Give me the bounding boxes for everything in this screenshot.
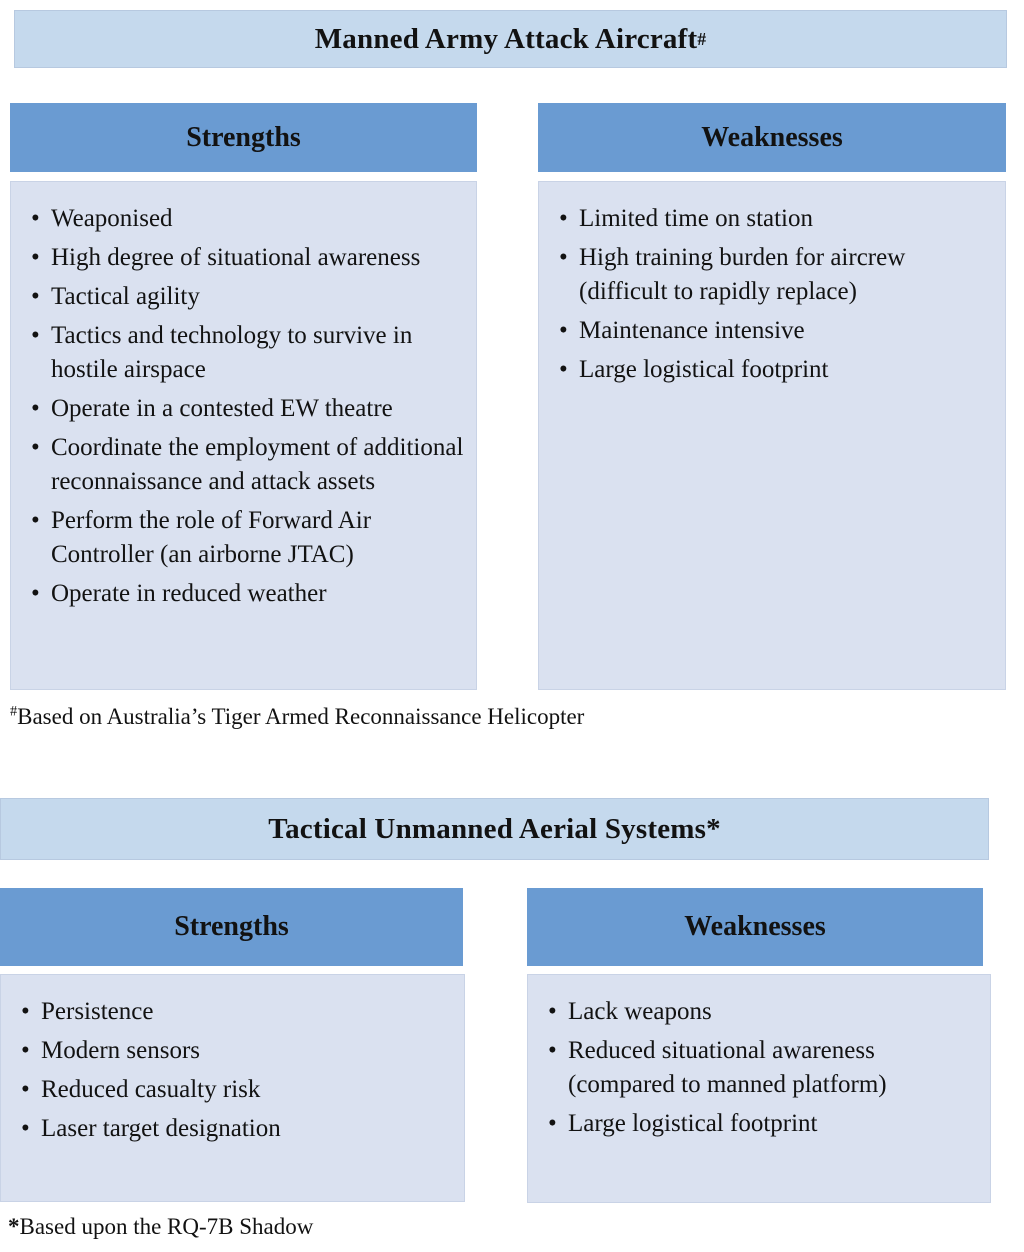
list-item-text: Coordinate the employment of additional reconnaissance and attack assets — [51, 434, 464, 495]
bullet-icon: • — [31, 507, 40, 534]
bullet-icon: • — [559, 356, 568, 383]
list-item — [31, 280, 466, 314]
section2-title-footnote-marker: * — [706, 812, 721, 845]
section1-strengths-header-label: Strengths — [186, 121, 301, 153]
list-item-text: Laser target designation — [41, 1115, 281, 1142]
section2-strengths-panel — [0, 974, 465, 1202]
list-item — [31, 431, 466, 499]
list-item — [548, 995, 980, 1029]
list-item-text: Maintenance intensive — [579, 317, 805, 344]
section2-weaknesses-list — [528, 975, 990, 1141]
list-item-text: Tactical agility — [51, 283, 200, 310]
list-item — [31, 392, 466, 426]
section2-footnote-text: Based upon the RQ-7B Shadow — [19, 1214, 314, 1239]
list-item-text: Operate in a contested EW theatre — [51, 395, 393, 422]
list-item — [31, 241, 466, 275]
section1-strengths-panel — [10, 181, 477, 690]
section2-footnote-marker: * — [8, 1214, 20, 1239]
section2-footnote — [8, 1212, 313, 1242]
list-item — [559, 241, 995, 309]
list-item-text: High degree of situational awareness — [51, 244, 421, 271]
bullet-icon: • — [31, 244, 40, 271]
bullet-icon: • — [548, 998, 557, 1025]
section2-weaknesses-panel — [527, 974, 991, 1203]
bullet-icon: • — [31, 205, 40, 232]
list-item — [548, 1034, 980, 1102]
list-item — [21, 1112, 454, 1146]
bullet-icon: • — [548, 1037, 557, 1064]
list-item — [31, 319, 466, 387]
list-item-text: Operate in reduced weather — [51, 580, 327, 607]
section1-footnote — [10, 702, 584, 732]
bullet-icon: • — [21, 998, 30, 1025]
list-item-text: Large logistical footprint — [579, 356, 829, 383]
section1-strengths-header — [10, 103, 477, 172]
section2-strengths-header — [0, 888, 463, 966]
list-item-text: Perform the role of Forward Air Controller (an airborne JTAC) — [51, 507, 372, 568]
section1-title: Manned Army Attack Aircraft — [314, 22, 698, 55]
list-item-text: Lack weapons — [568, 998, 712, 1025]
list-item-text: Reduced situational awareness (compared to manned platform) — [568, 1037, 887, 1098]
bullet-icon: • — [31, 283, 40, 310]
section2-weaknesses-header — [527, 888, 983, 966]
section2-strengths-header-label: Strengths — [174, 911, 289, 942]
list-item-text: Limited time on station — [579, 205, 813, 232]
list-item — [548, 1107, 980, 1141]
section1-weaknesses-list — [539, 182, 1005, 387]
list-item-text: Large logistical footprint — [568, 1110, 818, 1137]
bullet-icon: • — [31, 395, 40, 422]
section1-weaknesses-panel — [538, 181, 1006, 690]
list-item-text: High training burden for aircrew (difficult to rapidly replace) — [579, 244, 906, 305]
bullet-icon: • — [31, 434, 40, 461]
bullet-icon: • — [559, 205, 568, 232]
section2-strengths-list — [1, 975, 464, 1146]
section1-weaknesses-header — [538, 103, 1006, 172]
section2-title: Tactical Unmanned Aerial Systems — [268, 812, 707, 845]
list-item-text: Weaponised — [51, 205, 173, 232]
list-item — [21, 1034, 454, 1068]
bullet-icon: • — [548, 1110, 557, 1137]
list-item — [559, 353, 995, 387]
section1-weaknesses-header-label: Weaknesses — [701, 121, 843, 153]
section1-title-banner: Manned Army Attack Aircraft # — [14, 10, 1007, 68]
list-item-text: Modern sensors — [41, 1037, 201, 1064]
list-item — [31, 577, 466, 611]
bullet-icon: • — [21, 1115, 30, 1142]
bullet-icon: • — [21, 1037, 30, 1064]
section1-footnote-marker: # — [10, 703, 18, 720]
section1-footnote-text: Based on Australia’s Tiger Armed Reconnaissance Helicopter — [17, 704, 585, 729]
bullet-icon: • — [31, 322, 40, 349]
list-item — [31, 504, 466, 572]
list-item — [559, 202, 995, 236]
list-item — [21, 1073, 454, 1107]
list-item-text: Persistence — [41, 998, 154, 1025]
bullet-icon: • — [31, 580, 40, 607]
section2-weaknesses-header-label: Weaknesses — [684, 911, 826, 942]
list-item-text: Reduced casualty risk — [41, 1076, 261, 1103]
section1-strengths-list — [11, 182, 476, 611]
bullet-icon: • — [559, 317, 568, 344]
list-item-text: Tactics and technology to survive in hostile airspace — [51, 322, 413, 383]
list-item — [559, 314, 995, 348]
list-item — [31, 202, 466, 236]
bullet-icon: • — [559, 244, 568, 271]
section2-title-banner — [0, 798, 989, 860]
bullet-icon: • — [21, 1076, 30, 1103]
list-item — [21, 995, 454, 1029]
